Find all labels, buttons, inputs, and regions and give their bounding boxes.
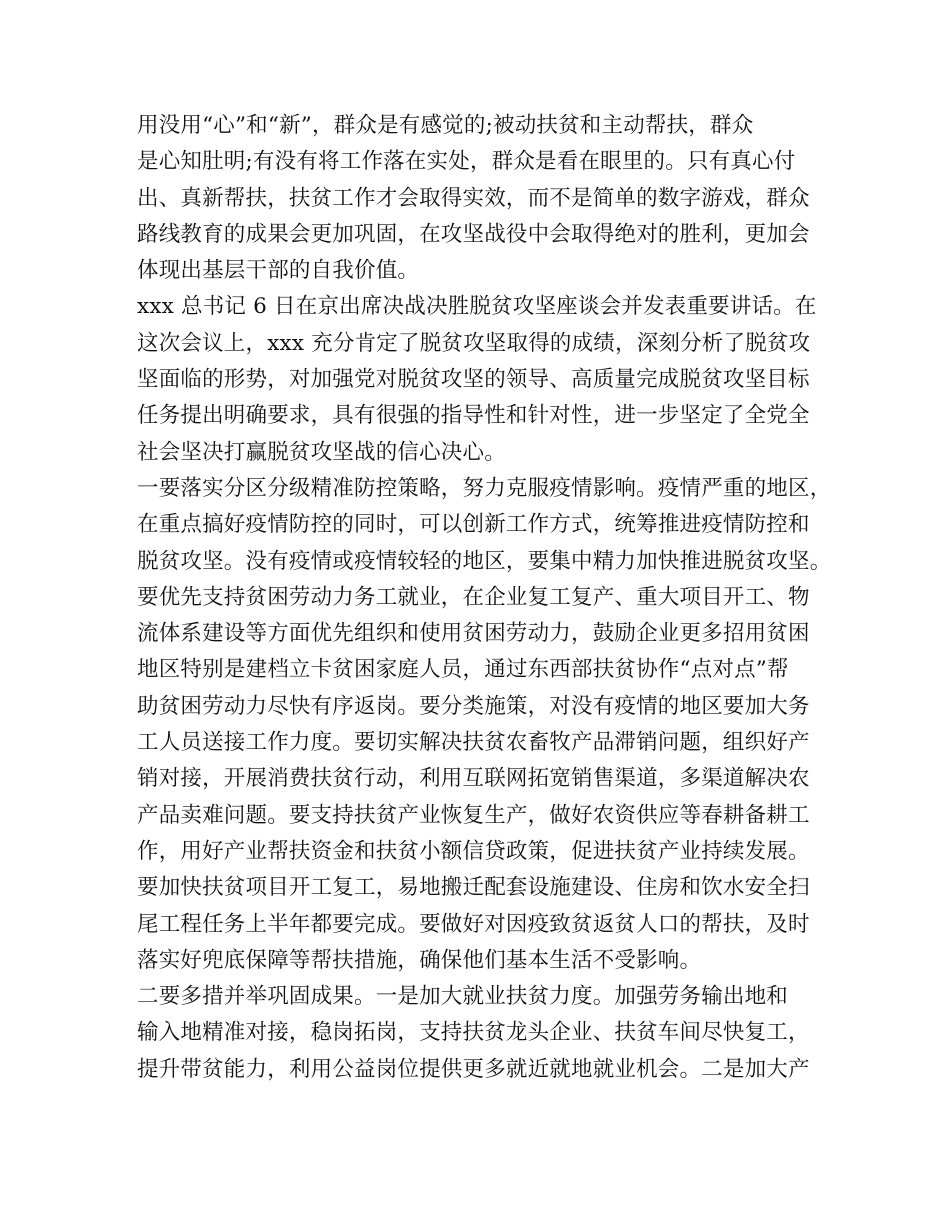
- text-line: 销对接，开展消费扶贫行动，利用互联网拓宽销售渠道，多渠道解决农: [137, 766, 810, 792]
- text-line: 二要多措并举巩固成果。一是加大就业扶贫力度。加强劳务输出地和: [137, 984, 789, 1010]
- text-line: 输入地精准对接，稳岗拓岗，支持扶贫龙头企业、扶贫车间尽快复工，: [137, 1020, 810, 1046]
- text-line: 体现出基层干部的自我价值。: [137, 258, 420, 284]
- text-line: 流体系建设等方面优先组织和使用贫困劳动力，鼓励企业更多招用贫困: [137, 621, 810, 647]
- text-line: xxx 总书记 6 日在京出席决战决胜脱贫攻坚座谈会并发表重要讲话。在: [137, 294, 817, 320]
- text-line: 脱贫攻坚。没有疫情或疫情较轻的地区，要集中精力加快推进脱贫攻坚。: [137, 548, 832, 574]
- text-line: 助贫困劳动力尽快有序返岗。要分类施策，对没有疫情的地区要加大务: [137, 693, 810, 719]
- text-line: 要加快扶贫项目开工复工，易地搬迁配套设施建设、住房和饮水安全扫: [137, 875, 810, 901]
- text-line: 产品卖难问题。要支持扶贫产业恢复生产，做好农资供应等春耕备耕工: [137, 802, 810, 828]
- text-line: 社会坚决打赢脱贫攻坚战的信心决心。: [137, 439, 506, 465]
- text-line: 出、真新帮扶，扶贫工作才会取得实效，而不是简单的数字游戏，群众: [137, 185, 810, 211]
- body-text: [137, 108, 837, 1088]
- text-line: 用没用“心”和“新”，群众是有感觉的;被动扶贫和主动帮扶，群众: [137, 113, 754, 138]
- text-line: 落实好兜底保障等帮扶措施，确保他们基本生活不受影响。: [137, 947, 702, 973]
- text-line: 是心知肚明;有没有将工作落在实处，群众是看在眼里的。只有真心付: [137, 149, 796, 175]
- text-line: 作，用好产业帮扶资金和扶贫小额信贷政策，促进扶贫产业持续发展。: [137, 838, 810, 864]
- text-line: 在重点搞好疫情防控的同时，可以创新工作方式，统筹推进疫情防控和: [137, 512, 810, 538]
- text-line: 坚面临的形势，对加强党对脱贫攻坚的领导、高质量完成脱贫攻坚目标: [137, 367, 810, 393]
- text-line: 这次会议上，xxx 充分肯定了脱贫攻坚取得的成绩，深刻分析了脱贫攻: [137, 330, 811, 356]
- text-line: 要优先支持贫困劳动力务工就业，在企业复工复产、重大项目开工、物: [137, 584, 810, 610]
- text-line: 提升带贫能力，利用公益岗位提供更多就近就地就业机会。二是加大产: [137, 1056, 810, 1082]
- text-line: 一要落实分区分级精准防控策略，努力克服疫情影响。疫情严重的地区，: [137, 475, 832, 501]
- text-line: 工人员送接工作力度。要切实解决扶贫农畜牧产品滞销问题，组织好产: [137, 730, 810, 756]
- text-line: 尾工程任务上半年都要完成。要做好对因疫致贫返贫人口的帮扶，及时: [137, 911, 810, 937]
- text-line: 任务提出明确要求，具有很强的指导性和针对性，进一步坚定了全党全: [137, 403, 810, 429]
- text-line: 地区特别是建档立卡贫困家庭人员，通过东西部扶贫协作“点对点”帮: [137, 657, 789, 683]
- text-line: 路线教育的成果会更加巩固，在攻坚战役中会取得绝对的胜利，更加会: [137, 221, 810, 247]
